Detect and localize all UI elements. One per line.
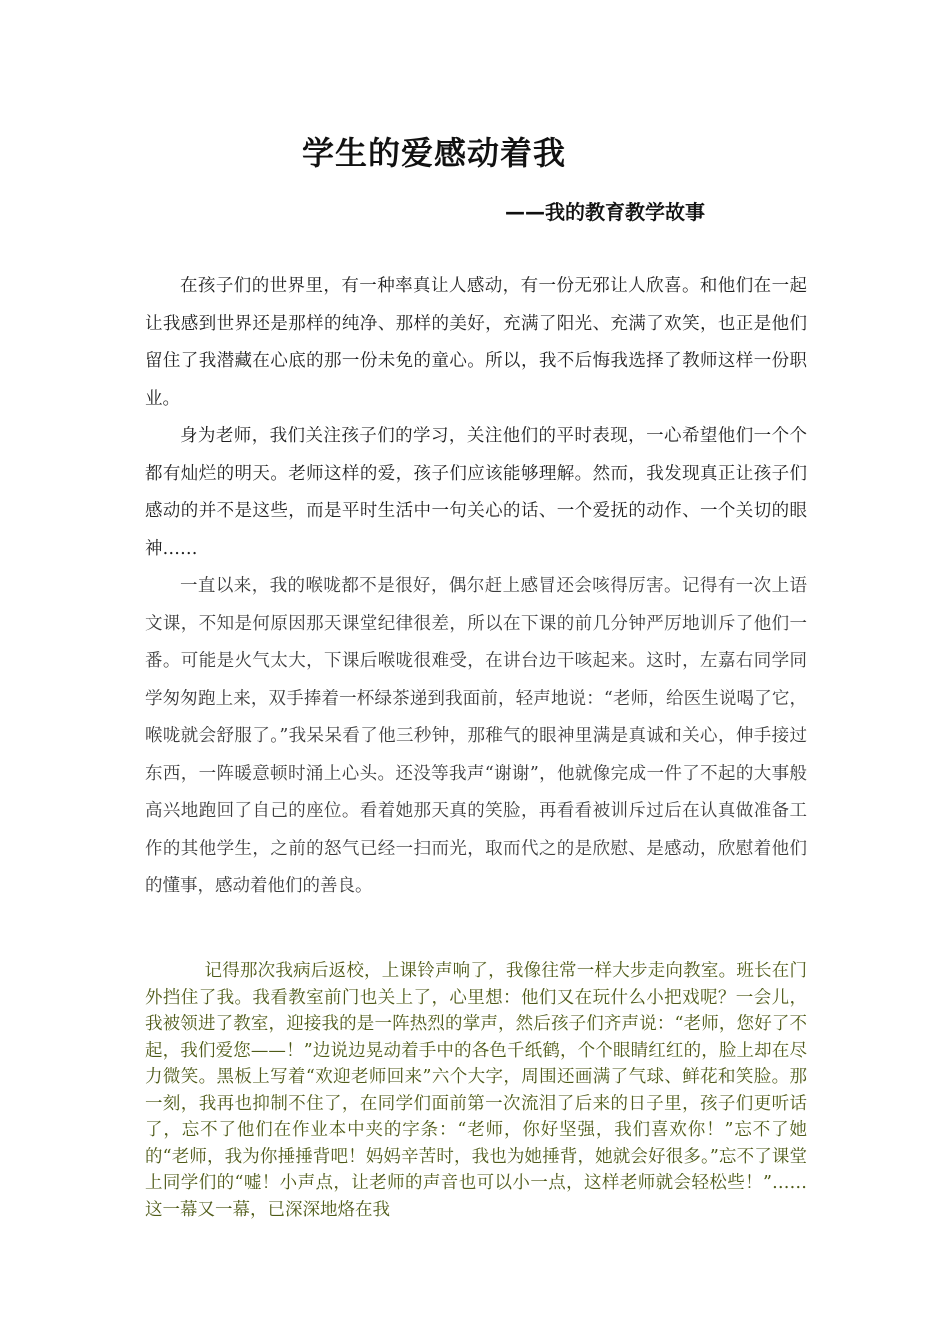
final-section (145, 958, 807, 1223)
body-text (145, 268, 807, 906)
page-subtitle: ——我的教育教学故事 (505, 200, 705, 224)
paragraph-3: 一直以来，我的喉咙都不是很好，偶尔赶上感冒还会咳得厉害。记得有一次上语文课，不知是何原因那天课堂纪律很差，所以在下课的前几分钟严厉地训斥了他们一番。可能是火气太大，下课后喉咙很难受，在讲台边干咳起来。这时，左嘉右同学同学匆匆跑上来，双手捧着一杯绿茶递到我面前，轻声地说：“老师，给医生说喝了它，喉咙就会舒服了。”我呆呆看了他三秒钟，那稚气的眼神里满是真诚和关心，伸手接过东西，一阵暖意顿时涌上心头。还没等我声“谢谢”，他就像完成一件了不起的大事般高兴地跑回了自己的座位。看着她那天真的笑脸，再看看被训斥过后在认真做准备工作的其他学生，之前的怒气已经一扫而光，取而代之的是欣慰、是感动，欣慰着他们的懂事，感动着他们的善良。 (145, 576, 807, 896)
paragraph-2: 身为老师，我们关注孩子们的学习，关注他们的平时表现，一心希望他们一个个都有灿烂的明天。老师这样的爱，孩子们应该能够理解。然而，我发现真正让孩子们感动的并不是这些，而是平时生活中一句关心的话、一个爱抚的动作、一个关切的眼神…… (145, 426, 807, 559)
paragraph-4: 记得那次我病后返校，上课铃声响了，我像往常一样大步走向教室。班长在门外挡住了我。我看教室前门也关上了，心里想：他们又在玩什么小把戏呢？一会儿，我被领进了教室，迎接我的是一阵热烈的掌声，然后孩子们齐声说：“老师，您好了不起，我们爱您——！”边说边晃动着手中的各色千纸鹤，个个眼睛红红的，脸上却在尽力微笑。黑板上写着“欢迎老师回来”六个大字，周围还画满了气球、鲜花和笑脸。那一刻，我再也抑制不住了，在同学们面前第一次流泪了后来的日子里，孩子们更听话了，忘不了他们在作业本中夹的字条：“老师，你好坚强，我们喜欢你！”忘不了她的“老师，我为你捶捶背吧！妈妈辛苦时，我也为她捶背，她就会好很多。”忘不了课堂上同学们的“嘘！小声点，让老师的声音也可以小一点，这样老师就会轻松些！”……这一幕又一幕，已深深地烙在我 (145, 961, 807, 1220)
page-title: 学生的爱感动着我 (302, 134, 567, 172)
paragraph-1: 在孩子们的世界里，有一种率真让人感动，有一份无邪让人欣喜。和他们在一起让我感到世界还是那样的纯净、那样的美好，充满了阳光、充满了欢笑，也正是他们留住了我潜藏在心底的那一份未免的童心。所以，我不后悔我选择了教师这样一份职业。 (145, 276, 807, 409)
